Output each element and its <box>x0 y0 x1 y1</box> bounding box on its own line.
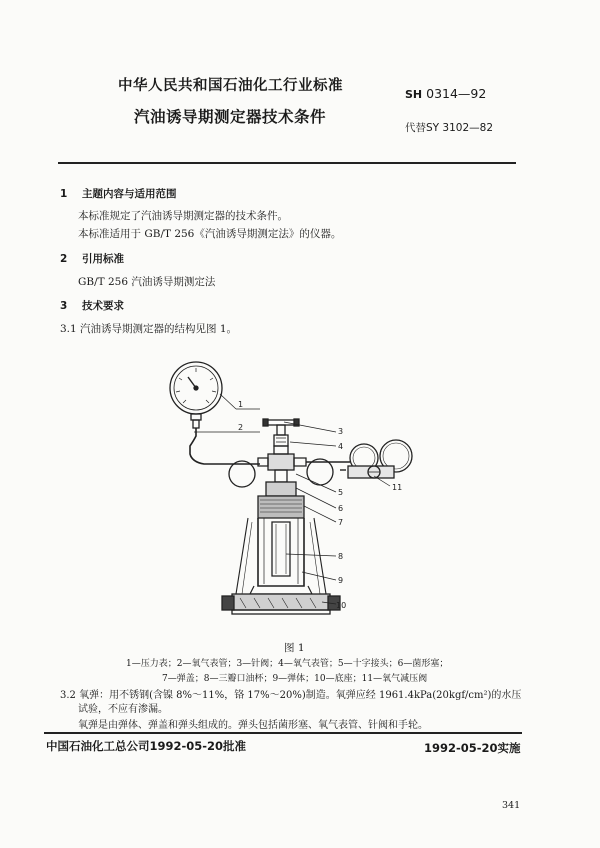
section-2-title: 引用标准 <box>82 253 124 265</box>
section-1-heading <box>60 186 177 201</box>
callout-6: 6 <box>338 504 344 513</box>
tube-coil-left <box>229 461 255 487</box>
section-3-heading <box>60 298 124 313</box>
approval-line: 中国石油化工总公司1992-05-20批准 <box>46 739 247 753</box>
callout-11: 11 <box>392 483 403 492</box>
tube-coil-right <box>307 459 333 485</box>
section-2-number: 2 <box>60 253 68 265</box>
section-3-number: 3 <box>60 300 68 312</box>
cross-joint <box>258 446 350 482</box>
section-3-2-line-2: 试验，不应有渗漏。 <box>78 704 168 715</box>
section-1-para-1: 本标准规定了汽油诱导期测定器的技术条件。 <box>78 210 288 222</box>
section-1-number: 1 <box>60 188 68 200</box>
callout-1: 1 <box>238 400 244 409</box>
section-2-para-1: GB/T 256 汽油诱导期测定法 <box>78 276 216 288</box>
callout-3: 3 <box>338 427 344 436</box>
standard-code <box>405 86 486 101</box>
callout-4: 4 <box>338 442 344 451</box>
callout-9: 9 <box>338 576 344 585</box>
section-1-title: 主题内容与适用范围 <box>82 188 177 200</box>
oil-cup <box>272 522 290 576</box>
standard-code-prefix: SH <box>405 88 423 101</box>
standard-code-number: 0314—92 <box>426 86 487 101</box>
header-rule <box>58 162 516 164</box>
document-title: 汽油诱导期测定器技术条件 <box>134 108 327 126</box>
base <box>222 594 340 614</box>
section-3-title: 技术要求 <box>82 300 124 312</box>
bomb-body <box>236 518 326 594</box>
figure-1-drawing <box>150 358 450 630</box>
effective-date: 1992-05-20实施 <box>424 741 521 755</box>
footer-rule <box>44 732 522 734</box>
callout-7: 7 <box>338 518 344 527</box>
figure-legend-line-1: 1—压力表；2—氧气表管；3—针阀；4—氧气表管；5—十字接头；6—菌形塞； <box>126 659 449 669</box>
oxygen-gauge-tube <box>190 428 260 464</box>
figure-legend-line-2: 7—弹盖；8—三瓣口油杯；9—弹体；10—底座；11—氧气减压阀 <box>162 674 428 684</box>
callout-2: 2 <box>238 423 244 432</box>
page-number: 341 <box>502 800 521 811</box>
callout-10: 10 <box>336 601 347 610</box>
standard-org-title: 中华人民共和国石油化工行业标准 <box>118 78 343 94</box>
pressure-gauge <box>170 362 222 428</box>
mushroom-plug <box>266 482 296 496</box>
figure-caption: 图 1 <box>284 642 305 654</box>
section-3-2-line-3: 氧弹是由弹体、弹盖和弹头组成的。弹头包括菌形塞、氧气表管、针阀和手轮。 <box>78 720 428 731</box>
section-2-heading <box>60 251 124 266</box>
section-1-para-2: 本标准适用于 GB/T 256《汽油诱导期测定法》的仪器。 <box>78 228 342 240</box>
callout-5: 5 <box>338 488 344 497</box>
replaces-note: 代替SY 3102—82 <box>405 122 493 134</box>
section-3-2-line-1: 3.2 氧弹：用不锈钢(含镍 8%～11%，铬 17%～20%)制造。氧弹应经 1961.4kPa(20kgf/cm²)的水压 <box>60 690 522 701</box>
callout-8: 8 <box>338 552 344 561</box>
needle-valve <box>263 419 299 446</box>
bomb-lid <box>258 496 304 518</box>
oxygen-reducing-valve <box>340 440 412 478</box>
section-3-1-text: 3.1 汽油诱导期测定器的结构见图 1。 <box>60 323 238 335</box>
